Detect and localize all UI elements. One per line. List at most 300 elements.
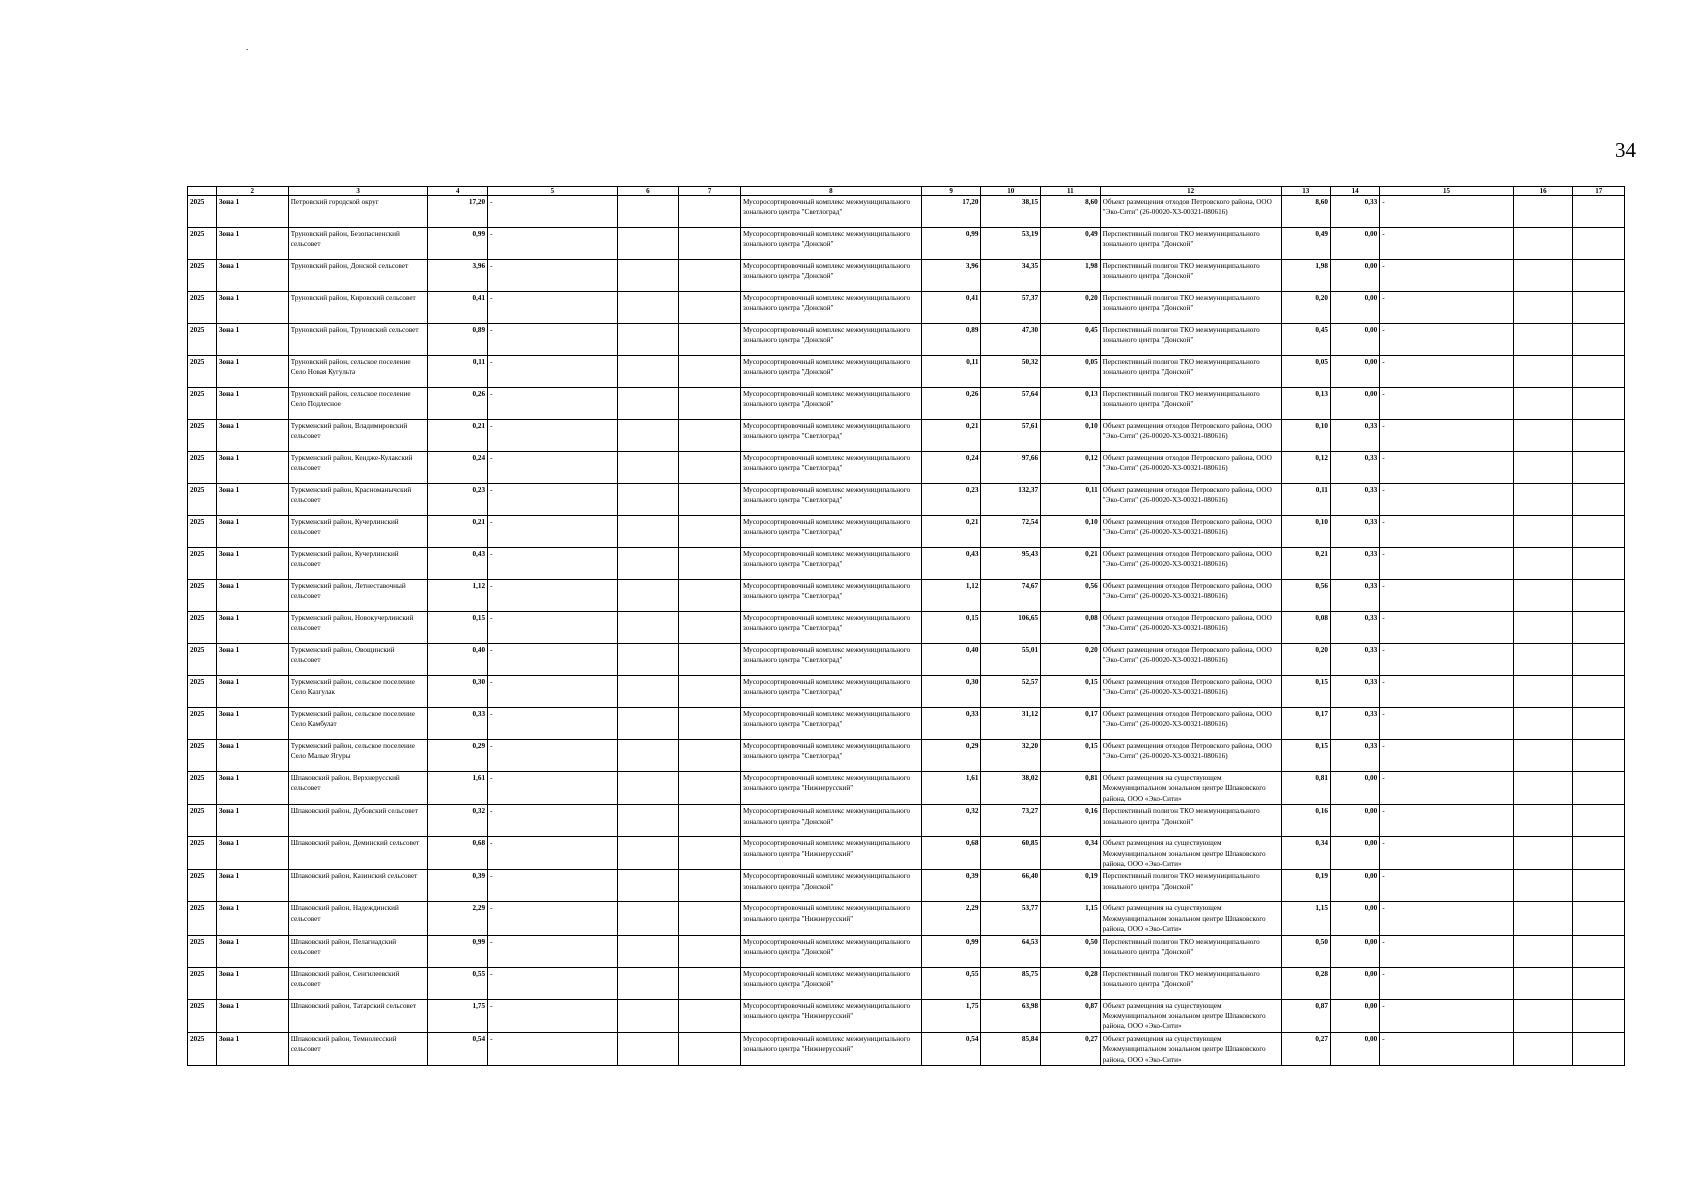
waste-mass-cell: 1,61 — [428, 772, 488, 805]
col15-cell: - — [1380, 388, 1514, 420]
col6-cell — [617, 708, 679, 740]
col15-cell: - — [1380, 548, 1514, 580]
col16-cell — [1513, 388, 1573, 420]
col15-cell: - — [1380, 870, 1514, 902]
sorted-mass-cell: 1,75 — [921, 999, 981, 1032]
table-row — [188, 228, 1625, 260]
zone-cell: Зона 1 — [216, 644, 288, 676]
sorted-mass-cell: 0,41 — [921, 292, 981, 324]
column-number — [188, 187, 217, 196]
territory-cell: Шпаковский район, Пелагиадский сельсовет — [288, 935, 428, 967]
col5-cell: - — [488, 967, 618, 999]
sorted-mass-cell: 0,21 — [921, 516, 981, 548]
col5-cell: - — [488, 708, 618, 740]
table-row — [188, 260, 1625, 292]
waste-mass-cell: 0,21 — [428, 420, 488, 452]
sorted-mass-cell: 17,20 — [921, 196, 981, 228]
distance-cell: 50,32 — [981, 356, 1041, 388]
col7-cell — [679, 612, 741, 644]
disposal-mass-cell: 1,98 — [1041, 260, 1101, 292]
col6-cell — [617, 1032, 679, 1065]
col5-cell: - — [488, 260, 618, 292]
distance-cell: 74,67 — [981, 580, 1041, 612]
col16-cell — [1513, 740, 1573, 772]
sorting-facility-cell: Мусоросортировочный комплекс межмуниципального зонального центра "Светлоград" — [740, 548, 921, 580]
col15-cell: - — [1380, 935, 1514, 967]
column-number: 2 — [216, 187, 288, 196]
sorted-mass-cell: 0,54 — [921, 1032, 981, 1065]
year-cell: 2025 — [188, 935, 217, 967]
col7-cell — [679, 516, 741, 548]
zone-cell: Зона 1 — [216, 740, 288, 772]
table-row — [188, 999, 1625, 1032]
territory-cell: Шпаковский район, Надеждинский сельсовет — [288, 902, 428, 935]
year-cell: 2025 — [188, 1032, 217, 1065]
col6-cell — [617, 676, 679, 708]
disposal-site-cell: Перспективный полигон ТКО межмуниципального зонального центра "Донской" — [1100, 228, 1281, 260]
col16-cell — [1513, 228, 1573, 260]
waste-mass-cell: 1,12 — [428, 580, 488, 612]
col16-cell — [1513, 902, 1573, 935]
sorted-mass-cell: 0,15 — [921, 612, 981, 644]
sorting-facility-cell: Мусоросортировочный комплекс межмуниципального зонального центра "Донской" — [740, 356, 921, 388]
disposal-site-cell: Объект размещения отходов Петровского района, ООО "Эко-Сити" (26-00020-Х3-00321-080616) — [1100, 452, 1281, 484]
col14-value-cell: 0,33 — [1330, 740, 1379, 772]
table-row — [188, 356, 1625, 388]
zone-cell: Зона 1 — [216, 902, 288, 935]
territory-cell: Туркменский район, Летнеставочный сельсовет — [288, 580, 428, 612]
disposed-mass-cell: 0,21 — [1281, 548, 1330, 580]
col14-value-cell: 0,00 — [1330, 324, 1379, 356]
col5-cell: - — [488, 870, 618, 902]
disposal-mass-cell: 0,15 — [1041, 676, 1101, 708]
col6-cell — [617, 484, 679, 516]
disposed-mass-cell: 0,08 — [1281, 612, 1330, 644]
disposed-mass-cell: 0,49 — [1281, 228, 1330, 260]
col15-cell: - — [1380, 805, 1514, 837]
disposal-mass-cell: 0,05 — [1041, 356, 1101, 388]
zone-cell: Зона 1 — [216, 870, 288, 902]
disposal-site-cell: Объект размещения отходов Петровского района, ООО "Эко-Сити" (26-00020-Х3-00321-080616) — [1100, 548, 1281, 580]
col7-cell — [679, 870, 741, 902]
col14-value-cell: 0,33 — [1330, 612, 1379, 644]
table-row — [188, 676, 1625, 708]
col7-cell — [679, 837, 741, 870]
distance-cell: 97,66 — [981, 452, 1041, 484]
col15-cell: - — [1380, 999, 1514, 1032]
territory-cell: Труновский район, сельское поселение Село Подлесное — [288, 388, 428, 420]
sorting-facility-cell: Мусоросортировочный комплекс межмуниципального зонального центра "Светлоград" — [740, 612, 921, 644]
col6-cell — [617, 999, 679, 1032]
col7-cell — [679, 902, 741, 935]
year-cell: 2025 — [188, 902, 217, 935]
col14-value-cell: 0,33 — [1330, 484, 1379, 516]
disposal-site-cell: Перспективный полигон ТКО межмуниципального зонального центра "Донской" — [1100, 967, 1281, 999]
disposed-mass-cell: 0,11 — [1281, 484, 1330, 516]
year-cell: 2025 — [188, 870, 217, 902]
territory-cell: Труновский район, Труновский сельсовет — [288, 324, 428, 356]
disposal-site-cell: Перспективный полигон ТКО межмуниципального зонального центра "Донской" — [1100, 292, 1281, 324]
zone-cell: Зона 1 — [216, 228, 288, 260]
disposed-mass-cell: 0,87 — [1281, 999, 1330, 1032]
col6-cell — [617, 260, 679, 292]
col14-value-cell: 0,33 — [1330, 676, 1379, 708]
year-cell: 2025 — [188, 805, 217, 837]
waste-flow-table — [187, 186, 1625, 1066]
waste-mass-cell: 0,41 — [428, 292, 488, 324]
table-row — [188, 548, 1625, 580]
sorting-facility-cell: Мусоросортировочный комплекс межмуниципального зонального центра "Донской" — [740, 228, 921, 260]
sorted-mass-cell: 0,30 — [921, 676, 981, 708]
col16-cell — [1513, 260, 1573, 292]
col6-cell — [617, 452, 679, 484]
disposed-mass-cell: 0,13 — [1281, 388, 1330, 420]
sorting-facility-cell: Мусоросортировочный комплекс межмуниципального зонального центра "Светлоград" — [740, 708, 921, 740]
col7-cell — [679, 935, 741, 967]
waste-mass-cell: 0,99 — [428, 228, 488, 260]
col15-cell: - — [1380, 644, 1514, 676]
col15-cell: - — [1380, 452, 1514, 484]
waste-mass-cell: 3,96 — [428, 260, 488, 292]
col7-cell — [679, 420, 741, 452]
waste-mass-cell: 0,89 — [428, 324, 488, 356]
territory-cell: Туркменский район, Кучерлинский сельсовет — [288, 548, 428, 580]
disposed-mass-cell: 0,34 — [1281, 837, 1330, 870]
disposal-mass-cell: 0,56 — [1041, 580, 1101, 612]
col16-cell — [1513, 356, 1573, 388]
territory-cell: Туркменский район, Кендже-Кулакский сельсовет — [288, 452, 428, 484]
col15-cell: - — [1380, 228, 1514, 260]
year-cell: 2025 — [188, 452, 217, 484]
distance-cell: 32,20 — [981, 740, 1041, 772]
distance-cell: 63,98 — [981, 999, 1041, 1032]
col5-cell: - — [488, 935, 618, 967]
table-row — [188, 516, 1625, 548]
territory-cell: Туркменский район, Красноманычский сельсовет — [288, 484, 428, 516]
col6-cell — [617, 388, 679, 420]
sorted-mass-cell: 1,12 — [921, 580, 981, 612]
waste-mass-cell: 0,40 — [428, 644, 488, 676]
year-cell: 2025 — [188, 292, 217, 324]
col17-cell — [1573, 388, 1625, 420]
territory-cell: Туркменский район, сельское поселение Село Камбулат — [288, 708, 428, 740]
zone-cell: Зона 1 — [216, 772, 288, 805]
year-cell: 2025 — [188, 228, 217, 260]
disposal-site-cell: Объект размещения отходов Петровского района, ООО "Эко-Сити" (26-00020-Х3-00321-080616) — [1100, 708, 1281, 740]
column-number: 13 — [1281, 187, 1330, 196]
col7-cell — [679, 580, 741, 612]
col6-cell — [617, 228, 679, 260]
col16-cell — [1513, 612, 1573, 644]
waste-mass-cell: 0,24 — [428, 452, 488, 484]
table-row — [188, 324, 1625, 356]
disposal-mass-cell: 0,87 — [1041, 999, 1101, 1032]
disposed-mass-cell: 0,45 — [1281, 324, 1330, 356]
disposed-mass-cell: 0,17 — [1281, 708, 1330, 740]
waste-mass-cell: 0,26 — [428, 388, 488, 420]
disposal-mass-cell: 0,50 — [1041, 935, 1101, 967]
disposal-mass-cell: 0,13 — [1041, 388, 1101, 420]
col6-cell — [617, 935, 679, 967]
col6-cell — [617, 870, 679, 902]
zone-cell: Зона 1 — [216, 388, 288, 420]
sorting-facility-cell: Мусоросортировочный комплекс межмуниципального зонального центра "Нижнерусский" — [740, 902, 921, 935]
col7-cell — [679, 1032, 741, 1065]
year-cell: 2025 — [188, 740, 217, 772]
table-row — [188, 484, 1625, 516]
sorting-facility-cell: Мусоросортировочный комплекс межмуниципального зонального центра "Светлоград" — [740, 420, 921, 452]
col7-cell — [679, 676, 741, 708]
table-body — [188, 187, 1625, 1066]
table-row — [188, 580, 1625, 612]
column-number-row — [188, 187, 1625, 196]
waste-mass-cell: 17,20 — [428, 196, 488, 228]
disposal-site-cell: Объект размещения отходов Петровского района, ООО "Эко-Сити" (26-00020-Х3-00321-080616) — [1100, 420, 1281, 452]
territory-cell: Труновский район, сельское поселение Село Новая Кугульта — [288, 356, 428, 388]
table-row — [188, 967, 1625, 999]
col16-cell — [1513, 1032, 1573, 1065]
waste-mass-cell: 0,32 — [428, 805, 488, 837]
waste-mass-cell: 0,15 — [428, 612, 488, 644]
col16-cell — [1513, 837, 1573, 870]
table-row — [188, 870, 1625, 902]
disposed-mass-cell: 0,05 — [1281, 356, 1330, 388]
col6-cell — [617, 292, 679, 324]
disposed-mass-cell: 0,56 — [1281, 580, 1330, 612]
col7-cell — [679, 740, 741, 772]
year-cell: 2025 — [188, 196, 217, 228]
col17-cell — [1573, 967, 1625, 999]
column-number: 10 — [981, 187, 1041, 196]
col7-cell — [679, 805, 741, 837]
col7-cell — [679, 196, 741, 228]
col7-cell — [679, 452, 741, 484]
zone-cell: Зона 1 — [216, 676, 288, 708]
col15-cell: - — [1380, 260, 1514, 292]
col6-cell — [617, 805, 679, 837]
territory-cell: Шпаковский район, Татарский сельсовет — [288, 999, 428, 1032]
disposal-site-cell: Объект размещения на существующем Межмуниципальном зональном центре Шпаковского района, ООО «Эко-Сити» — [1100, 902, 1281, 935]
sorting-facility-cell: Мусоросортировочный комплекс межмуниципального зонального центра "Светлоград" — [740, 580, 921, 612]
waste-mass-cell: 0,55 — [428, 967, 488, 999]
col17-cell — [1573, 516, 1625, 548]
sorting-facility-cell: Мусоросортировочный комплекс межмуниципального зонального центра "Донской" — [740, 292, 921, 324]
year-cell: 2025 — [188, 837, 217, 870]
col17-cell — [1573, 612, 1625, 644]
disposal-site-cell: Объект размещения на существующем Межмуниципальном зональном центре Шпаковского района, ООО «Эко-Сити» — [1100, 1032, 1281, 1065]
col16-cell — [1513, 870, 1573, 902]
col16-cell — [1513, 196, 1573, 228]
year-cell: 2025 — [188, 484, 217, 516]
disposal-site-cell: Объект размещения отходов Петровского района, ООО "Эко-Сити" (26-00020-Х3-00321-080616) — [1100, 612, 1281, 644]
disposal-site-cell: Объект размещения на существующем Межмуниципальном зональном центре Шпаковского района, ООО «Эко-Сити» — [1100, 999, 1281, 1032]
disposal-mass-cell: 0,10 — [1041, 516, 1101, 548]
territory-cell: Труновский район, Кировский сельсовет — [288, 292, 428, 324]
territory-cell: Туркменский район, Владимировский сельсовет — [288, 420, 428, 452]
col7-cell — [679, 324, 741, 356]
disposal-site-cell: Перспективный полигон ТКО межмуниципального зонального центра "Донской" — [1100, 935, 1281, 967]
disposed-mass-cell: 0,20 — [1281, 644, 1330, 676]
waste-mass-cell: 0,29 — [428, 740, 488, 772]
col14-value-cell: 0,00 — [1330, 999, 1379, 1032]
col5-cell: - — [488, 356, 618, 388]
zone-cell: Зона 1 — [216, 260, 288, 292]
waste-mass-cell: 0,68 — [428, 837, 488, 870]
distance-cell: 55,01 — [981, 644, 1041, 676]
territory-cell: Шпаковский район, Верхнерусский сельсовет — [288, 772, 428, 805]
territory-cell: Шпаковский район, Сенгилеевский сельсовет — [288, 967, 428, 999]
col17-cell — [1573, 837, 1625, 870]
year-cell: 2025 — [188, 548, 217, 580]
col14-value-cell: 0,33 — [1330, 548, 1379, 580]
table-row — [188, 388, 1625, 420]
col6-cell — [617, 196, 679, 228]
zone-cell: Зона 1 — [216, 516, 288, 548]
disposal-mass-cell: 0,81 — [1041, 772, 1101, 805]
col17-cell — [1573, 1032, 1625, 1065]
distance-cell: 64,53 — [981, 935, 1041, 967]
waste-mass-cell: 0,11 — [428, 356, 488, 388]
col16-cell — [1513, 452, 1573, 484]
territory-cell: Шпаковский район, Темнолесский сельсовет — [288, 1032, 428, 1065]
col7-cell — [679, 292, 741, 324]
col15-cell: - — [1380, 772, 1514, 805]
disposal-site-cell: Объект размещения отходов Петровского района, ООО "Эко-Сити" (26-00020-Х3-00321-080616) — [1100, 484, 1281, 516]
column-number: 5 — [488, 187, 618, 196]
sorting-facility-cell: Мусоросортировочный комплекс межмуниципального зонального центра "Донской" — [740, 870, 921, 902]
col15-cell: - — [1380, 612, 1514, 644]
table-row — [188, 644, 1625, 676]
zone-cell: Зона 1 — [216, 935, 288, 967]
column-number: 6 — [617, 187, 679, 196]
sorted-mass-cell: 0,39 — [921, 870, 981, 902]
col6-cell — [617, 772, 679, 805]
col5-cell: - — [488, 388, 618, 420]
col14-value-cell: 0,00 — [1330, 260, 1379, 292]
col16-cell — [1513, 999, 1573, 1032]
column-number: 12 — [1100, 187, 1281, 196]
distance-cell: 57,61 — [981, 420, 1041, 452]
disposal-mass-cell: 0,12 — [1041, 452, 1101, 484]
col17-cell — [1573, 484, 1625, 516]
disposed-mass-cell: 0,50 — [1281, 935, 1330, 967]
sorted-mass-cell: 0,21 — [921, 420, 981, 452]
distance-cell: 85,75 — [981, 967, 1041, 999]
col7-cell — [679, 228, 741, 260]
disposal-site-cell: Перспективный полигон ТКО межмуниципального зонального центра "Донской" — [1100, 324, 1281, 356]
table-row — [188, 452, 1625, 484]
column-number: 11 — [1041, 187, 1101, 196]
col17-cell — [1573, 548, 1625, 580]
col14-value-cell: 0,00 — [1330, 772, 1379, 805]
disposal-site-cell: Объект размещения на существующем Межмуниципальном зональном центре Шпаковского района, ООО «Эко-Сити» — [1100, 837, 1281, 870]
disposal-mass-cell: 0,17 — [1041, 708, 1101, 740]
col16-cell — [1513, 324, 1573, 356]
disposed-mass-cell: 0,15 — [1281, 676, 1330, 708]
column-number: 14 — [1330, 187, 1379, 196]
sorting-facility-cell: Мусоросортировочный комплекс межмуниципального зонального центра "Светлоград" — [740, 484, 921, 516]
col14-value-cell: 0,33 — [1330, 452, 1379, 484]
col14-value-cell: 0,33 — [1330, 580, 1379, 612]
zone-cell: Зона 1 — [216, 837, 288, 870]
disposal-mass-cell: 0,11 — [1041, 484, 1101, 516]
disposal-mass-cell: 0,21 — [1041, 548, 1101, 580]
sorting-facility-cell: Мусоросортировочный комплекс межмуниципального зонального центра "Светлоград" — [740, 452, 921, 484]
territory-cell: Туркменский район, сельское поселение Село Казгулак — [288, 676, 428, 708]
col15-cell: - — [1380, 740, 1514, 772]
waste-mass-cell: 0,21 — [428, 516, 488, 548]
distance-cell: 34,35 — [981, 260, 1041, 292]
sorting-facility-cell: Мусоросортировочный комплекс межмуниципального зонального центра "Донской" — [740, 324, 921, 356]
zone-cell: Зона 1 — [216, 580, 288, 612]
year-cell: 2025 — [188, 324, 217, 356]
col5-cell: - — [488, 805, 618, 837]
disposal-mass-cell: 0,20 — [1041, 292, 1101, 324]
distance-cell: 38,15 — [981, 196, 1041, 228]
col5-cell: - — [488, 740, 618, 772]
col14-value-cell: 0,33 — [1330, 196, 1379, 228]
col15-cell: - — [1380, 484, 1514, 516]
disposal-site-cell: Объект размещения на существующем Межмуниципальном зональном центре Шпаковского района, ООО «Эко-Сити» — [1100, 772, 1281, 805]
zone-cell: Зона 1 — [216, 196, 288, 228]
column-number: 16 — [1513, 187, 1573, 196]
zone-cell: Зона 1 — [216, 484, 288, 516]
col14-value-cell: 0,00 — [1330, 805, 1379, 837]
disposed-mass-cell: 0,10 — [1281, 420, 1330, 452]
year-cell: 2025 — [188, 772, 217, 805]
disposal-site-cell: Объект размещения отходов Петровского района, ООО "Эко-Сити" (26-00020-Х3-00321-080616) — [1100, 196, 1281, 228]
col17-cell — [1573, 676, 1625, 708]
disposal-site-cell: Перспективный полигон ТКО межмуниципального зонального центра "Донской" — [1100, 260, 1281, 292]
disposed-mass-cell: 0,28 — [1281, 967, 1330, 999]
disposal-site-cell: Перспективный полигон ТКО межмуниципального зонального центра "Донской" — [1100, 388, 1281, 420]
year-cell: 2025 — [188, 580, 217, 612]
col16-cell — [1513, 292, 1573, 324]
column-number: 15 — [1380, 187, 1514, 196]
col16-cell — [1513, 935, 1573, 967]
sorting-facility-cell: Мусоросортировочный комплекс межмуниципального зонального центра "Нижнерусский" — [740, 999, 921, 1032]
year-cell: 2025 — [188, 516, 217, 548]
col14-value-cell: 0,33 — [1330, 420, 1379, 452]
disposed-mass-cell: 0,19 — [1281, 870, 1330, 902]
sorted-mass-cell: 0,68 — [921, 837, 981, 870]
disposal-site-cell: Объект размещения отходов Петровского района, ООО "Эко-Сити" (26-00020-Х3-00321-080616) — [1100, 644, 1281, 676]
disposal-mass-cell: 8,60 — [1041, 196, 1101, 228]
distance-cell: 57,37 — [981, 292, 1041, 324]
table-row — [188, 772, 1625, 805]
disposal-mass-cell: 0,34 — [1041, 837, 1101, 870]
year-cell: 2025 — [188, 967, 217, 999]
disposal-mass-cell: 1,15 — [1041, 902, 1101, 935]
table-row — [188, 935, 1625, 967]
territory-cell: Шпаковский район, Казинский сельсовет — [288, 870, 428, 902]
col7-cell — [679, 967, 741, 999]
sorted-mass-cell: 3,96 — [921, 260, 981, 292]
col6-cell — [617, 740, 679, 772]
distance-cell: 52,57 — [981, 676, 1041, 708]
col7-cell — [679, 484, 741, 516]
col5-cell: - — [488, 420, 618, 452]
disposal-mass-cell: 0,16 — [1041, 805, 1101, 837]
distance-cell: 95,43 — [981, 548, 1041, 580]
col14-value-cell: 0,33 — [1330, 708, 1379, 740]
table-row — [188, 708, 1625, 740]
col14-value-cell: 0,33 — [1330, 644, 1379, 676]
col16-cell — [1513, 580, 1573, 612]
sorted-mass-cell: 0,55 — [921, 967, 981, 999]
col16-cell — [1513, 967, 1573, 999]
waste-mass-cell: 2,29 — [428, 902, 488, 935]
